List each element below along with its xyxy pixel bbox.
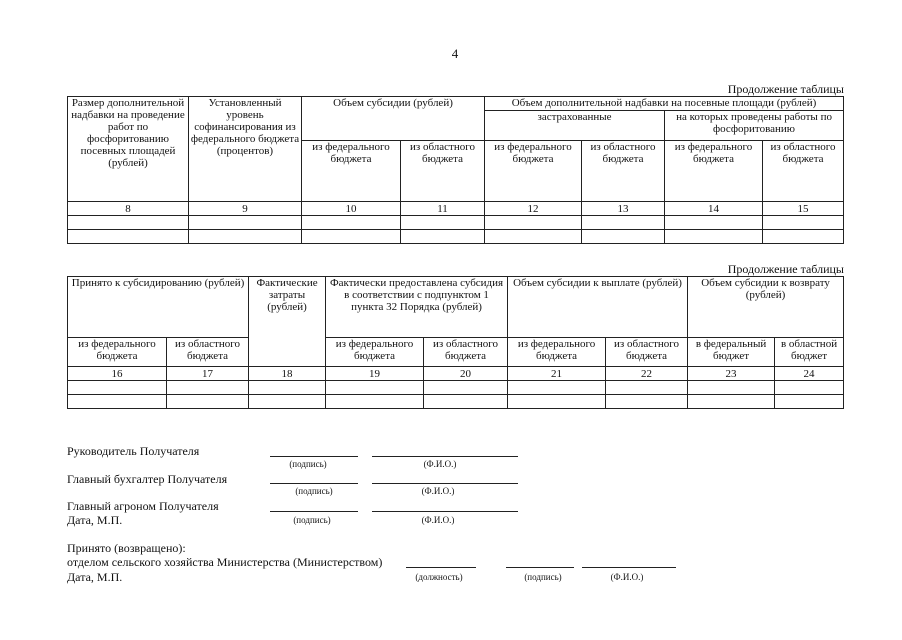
header-size: Размер дополнительной надбавки на проведение работ по фосфоритованию посевных площадей (рублей): [68, 97, 189, 202]
continuation-label-2: Продолжение таблицы: [727, 262, 844, 276]
col-number: 11: [401, 202, 485, 216]
name-line: [372, 511, 518, 512]
header-extra: Объем дополнительной надбавки на посевные площади (рублей): [485, 97, 844, 111]
date-mp-label: Дата, М.П.: [67, 513, 123, 527]
header-insured: застрахованные: [485, 111, 665, 141]
header-fed: из федерального бюджета: [68, 338, 167, 367]
header-fed: из федерального бюджета: [485, 141, 582, 202]
caption-signature: (подпись): [293, 515, 331, 525]
name-line: [582, 567, 676, 568]
caption-position: (должность): [415, 572, 463, 582]
col-number: 15: [763, 202, 844, 216]
header-reg: из областного бюджета: [167, 338, 249, 367]
header-fed-return: в федеральный бюджет: [688, 338, 775, 367]
accepted-label: Принято (возвращено):: [67, 541, 186, 555]
name-line: [372, 483, 518, 484]
header-accepted: Принято к субсидированию (рублей): [68, 277, 249, 338]
header-reg: из областного бюджета: [763, 141, 844, 202]
col-number: 16: [68, 367, 167, 381]
continuation-label-1: Продолжение таблицы: [727, 82, 844, 96]
agronomist-label: Главный агроном Получателя: [67, 499, 219, 513]
header-fed: из федерального бюджета: [665, 141, 763, 202]
name-line: [372, 456, 518, 457]
col-number: 14: [665, 202, 763, 216]
date-mp-label-2: Дата, М.П.: [67, 570, 123, 584]
signature-line: [506, 567, 574, 568]
header-reg: из областного бюджета: [606, 338, 688, 367]
header-actual-costs: Фактические затраты (рублей): [249, 277, 326, 367]
header-reg: из областного бюджета: [424, 338, 508, 367]
signature-line: [270, 511, 358, 512]
col-number: 13: [582, 202, 665, 216]
header-fed: из федерального бюджета: [508, 338, 606, 367]
caption-name: (Ф.И.О.): [423, 459, 457, 469]
caption-signature: (подпись): [289, 459, 327, 469]
signature-line: [270, 483, 358, 484]
caption-signature: (подпись): [295, 486, 333, 496]
col-number: 21: [508, 367, 606, 381]
head-label: Руководитель Получателя: [67, 444, 200, 458]
col-number: 20: [424, 367, 508, 381]
signature-line: [270, 456, 358, 457]
caption-name: (Ф.И.О.): [421, 486, 455, 496]
table-row: [68, 216, 844, 230]
col-number: 10: [302, 202, 401, 216]
table-1: [67, 96, 844, 244]
header-to-pay: Объем субсидии к выплате (рублей): [508, 277, 688, 338]
col-number: 24: [775, 367, 844, 381]
col-number: 9: [189, 202, 302, 216]
header-fed: из федерального бюджета: [326, 338, 424, 367]
col-number: 23: [688, 367, 775, 381]
caption-name: (Ф.И.О.): [421, 515, 455, 525]
table-row: [68, 230, 844, 244]
header-reg: из областного бюджета: [582, 141, 665, 202]
col-number: 22: [606, 367, 688, 381]
col-number: 12: [485, 202, 582, 216]
page-number: 4: [451, 46, 459, 61]
header-to-return: Объем субсидии к возврату (рублей): [688, 277, 844, 338]
header-level: Установленный уровень софинансирования из федерального бюджета (процентов): [189, 97, 302, 202]
table-2: [67, 276, 844, 409]
header-fed: из федерального бюджета: [302, 141, 401, 202]
caption-name: (Ф.И.О.): [610, 572, 644, 582]
col-number: 8: [68, 202, 189, 216]
col-number: 17: [167, 367, 249, 381]
header-reg: из областного бюджета: [401, 141, 485, 202]
table-row: [68, 381, 844, 395]
col-number: 19: [326, 367, 424, 381]
accountant-label: Главный бухгалтер Получателя: [67, 472, 228, 486]
ministry-label: отделом сельского хозяйства Министерства (Министерством): [67, 555, 383, 569]
position-line: [406, 567, 476, 568]
header-subsidy: Объем субсидии (рублей): [302, 97, 485, 141]
col-number: 18: [249, 367, 326, 381]
header-phosph: на которых проведены работы по фосфоритованию: [665, 111, 844, 141]
caption-signature: (подпись): [524, 572, 562, 582]
header-reg-return: в областной бюджет: [775, 338, 844, 367]
header-actual-provided: Фактически предоставлена субсидия в соответствии с подпунктом 1 пункта 32 Порядка (рублей): [326, 277, 508, 338]
table-row: [68, 395, 844, 409]
